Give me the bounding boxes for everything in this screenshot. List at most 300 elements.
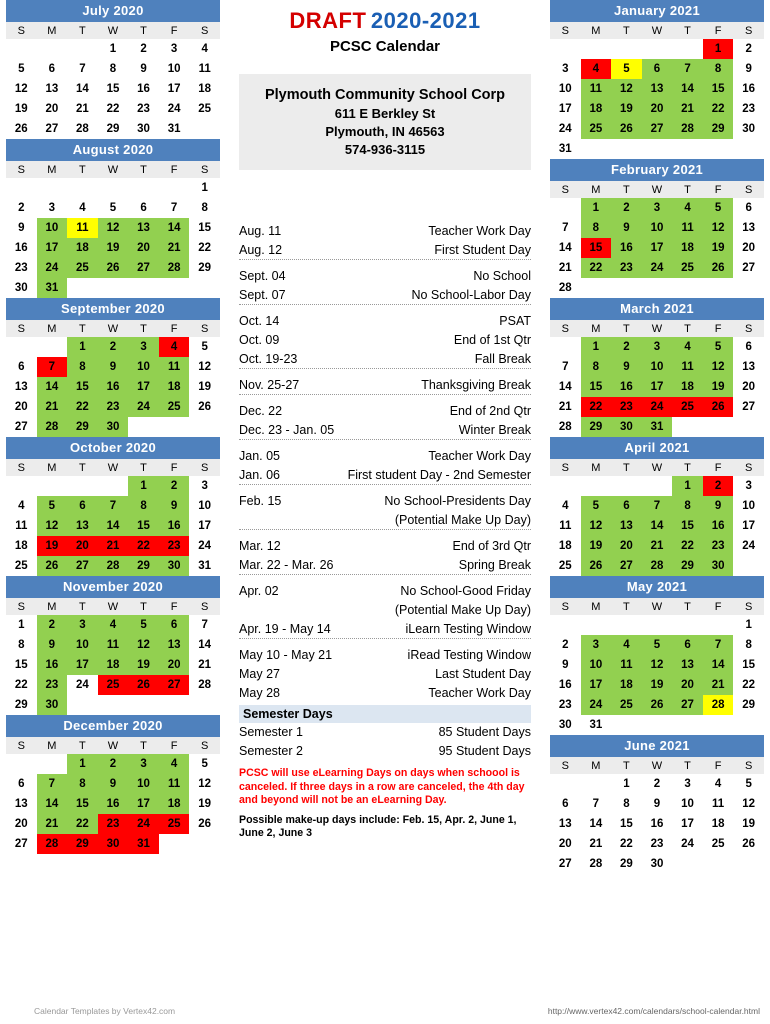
day-cell[interactable]: 10 (198, 500, 212, 512)
day-cell[interactable]: 29 (106, 123, 120, 135)
day-cell[interactable]: 12 (703, 357, 734, 377)
day-cell[interactable]: 27 (672, 695, 703, 715)
day-cell[interactable]: 28 (703, 695, 734, 715)
day-cell[interactable]: 12 (98, 218, 129, 238)
day-cell[interactable]: 15 (14, 659, 28, 671)
day-cell[interactable]: 16 (742, 83, 756, 95)
day-cell[interactable]: 27 (67, 556, 98, 576)
day-cell[interactable]: 14 (558, 242, 572, 254)
day-cell[interactable]: 26 (128, 675, 159, 695)
day-cell[interactable]: 24 (37, 258, 68, 278)
day-cell[interactable]: 14 (672, 79, 703, 99)
day-cell[interactable]: 30 (703, 556, 734, 576)
day-cell[interactable]: 25 (558, 560, 572, 572)
day-cell[interactable]: 21 (76, 103, 89, 115)
day-cell[interactable]: 15 (672, 516, 703, 536)
day-cell[interactable]: 14 (642, 516, 673, 536)
day-cell[interactable]: 10 (67, 635, 98, 655)
day-cell[interactable]: 23 (37, 675, 68, 695)
day-cell[interactable]: 12 (611, 79, 642, 99)
day-cell[interactable]: 29 (703, 119, 734, 139)
day-cell[interactable]: 22 (581, 258, 612, 278)
day-cell[interactable]: 23 (14, 262, 28, 274)
day-cell[interactable]: 5 (128, 615, 159, 635)
day-cell[interactable]: 14 (159, 218, 190, 238)
day-cell[interactable]: 18 (159, 377, 190, 397)
day-cell[interactable]: 1 (703, 39, 734, 59)
day-cell[interactable]: 9 (653, 798, 661, 810)
day-cell[interactable]: 17 (128, 794, 159, 814)
day-cell[interactable]: 26 (98, 258, 129, 278)
day-cell[interactable]: 13 (14, 381, 28, 393)
day-cell[interactable]: 14 (703, 655, 734, 675)
day-cell[interactable]: 21 (703, 675, 734, 695)
day-cell[interactable]: 17 (167, 83, 181, 95)
day-cell[interactable]: 2 (611, 337, 642, 357)
day-cell[interactable]: 22 (14, 679, 28, 691)
day-cell[interactable]: 7 (79, 63, 86, 75)
day-cell[interactable]: 12 (14, 83, 28, 95)
day-cell[interactable]: 8 (67, 357, 98, 377)
day-cell[interactable]: 1 (581, 337, 612, 357)
day-cell[interactable]: 1 (18, 619, 25, 631)
day-cell[interactable]: 19 (14, 103, 28, 115)
day-cell[interactable]: 11 (559, 520, 572, 532)
day-cell[interactable]: 6 (611, 496, 642, 516)
day-cell[interactable]: 30 (611, 417, 642, 437)
day-cell[interactable]: 6 (745, 341, 752, 353)
day-cell[interactable]: 16 (159, 516, 190, 536)
day-cell[interactable]: 6 (745, 202, 752, 214)
day-cell[interactable]: 29 (742, 699, 756, 711)
day-cell[interactable]: 7 (642, 496, 673, 516)
day-cell[interactable]: 15 (128, 516, 159, 536)
day-cell[interactable]: 12 (37, 516, 68, 536)
day-cell[interactable]: 14 (98, 516, 129, 536)
day-cell[interactable]: 10 (128, 774, 159, 794)
day-cell[interactable]: 16 (558, 679, 572, 691)
day-cell[interactable]: 16 (611, 377, 642, 397)
day-cell[interactable]: 6 (18, 778, 25, 790)
day-cell[interactable]: 23 (611, 397, 642, 417)
day-cell[interactable]: 23 (650, 838, 664, 850)
day-cell[interactable]: 30 (159, 556, 190, 576)
day-cell[interactable]: 20 (611, 536, 642, 556)
day-cell[interactable]: 27 (611, 556, 642, 576)
day-cell[interactable]: 27 (742, 401, 756, 413)
day-cell[interactable]: 14 (589, 818, 603, 830)
day-cell[interactable]: 19 (703, 377, 734, 397)
day-cell[interactable]: 6 (159, 615, 190, 635)
day-cell[interactable]: 8 (128, 496, 159, 516)
day-cell[interactable]: 15 (703, 79, 734, 99)
day-cell[interactable]: 25 (611, 695, 642, 715)
day-cell[interactable]: 12 (642, 655, 673, 675)
day-cell[interactable]: 11 (159, 357, 190, 377)
day-cell[interactable]: 16 (37, 655, 68, 675)
day-cell[interactable]: 3 (67, 615, 98, 635)
day-cell[interactable]: 17 (742, 520, 756, 532)
day-cell[interactable]: 8 (109, 63, 117, 75)
day-cell[interactable]: 25 (159, 397, 190, 417)
day-cell[interactable]: 21 (589, 838, 603, 850)
day-cell[interactable]: 26 (198, 818, 212, 830)
day-cell[interactable]: 26 (703, 258, 734, 278)
day-cell[interactable]: 19 (581, 536, 612, 556)
day-cell[interactable]: 8 (745, 639, 752, 651)
day-cell[interactable]: 4 (672, 337, 703, 357)
day-cell[interactable]: 1 (672, 476, 703, 496)
day-cell[interactable]: 15 (620, 818, 633, 830)
day-cell[interactable]: 15 (67, 377, 98, 397)
day-cell[interactable]: 15 (581, 238, 612, 258)
day-cell[interactable]: 11 (98, 635, 129, 655)
day-cell[interactable]: 5 (611, 59, 642, 79)
day-cell[interactable]: 25 (14, 560, 28, 572)
day-cell[interactable]: 26 (703, 397, 734, 417)
day-cell[interactable]: 28 (589, 858, 603, 870)
day-cell[interactable]: 19 (198, 381, 212, 393)
day-cell[interactable]: 16 (650, 818, 664, 830)
day-cell[interactable]: 7 (98, 496, 129, 516)
day-cell[interactable]: 27 (159, 675, 190, 695)
day-cell[interactable]: 30 (650, 858, 664, 870)
day-cell[interactable]: 4 (18, 500, 25, 512)
day-cell[interactable]: 23 (742, 103, 756, 115)
day-cell[interactable]: 25 (67, 258, 98, 278)
day-cell[interactable]: 3 (128, 754, 159, 774)
day-cell[interactable]: 6 (48, 63, 56, 75)
day-cell[interactable]: 17 (128, 377, 159, 397)
day-cell[interactable]: 29 (14, 699, 28, 711)
day-cell[interactable]: 18 (558, 540, 572, 552)
day-cell[interactable]: 27 (558, 858, 572, 870)
day-cell[interactable]: 8 (703, 59, 734, 79)
day-cell[interactable]: 7 (562, 361, 569, 373)
day-cell[interactable]: 6 (18, 361, 25, 373)
day-cell[interactable]: 11 (672, 218, 703, 238)
day-cell[interactable]: 20 (558, 838, 572, 850)
day-cell[interactable]: 23 (611, 258, 642, 278)
day-cell[interactable]: 21 (642, 536, 673, 556)
day-cell[interactable]: 29 (672, 556, 703, 576)
day-cell[interactable]: 26 (642, 695, 673, 715)
day-cell[interactable]: 24 (128, 814, 159, 834)
day-cell[interactable]: 9 (140, 63, 147, 75)
day-cell[interactable]: 2 (562, 639, 569, 651)
day-cell[interactable]: 23 (98, 397, 129, 417)
day-cell[interactable]: 8 (67, 774, 98, 794)
day-cell[interactable]: 18 (14, 540, 28, 552)
day-cell[interactable]: 4 (714, 778, 722, 790)
day-cell[interactable]: 1 (745, 619, 752, 631)
day-cell[interactable]: 29 (581, 417, 612, 437)
day-cell[interactable]: 12 (198, 778, 212, 790)
day-cell[interactable]: 15 (67, 794, 98, 814)
day-cell[interactable]: 19 (611, 99, 642, 119)
day-cell[interactable]: 4 (562, 500, 569, 512)
day-cell[interactable]: 13 (742, 222, 756, 234)
day-cell[interactable]: 25 (581, 119, 612, 139)
day-cell[interactable]: 11 (672, 357, 703, 377)
day-cell[interactable]: 5 (703, 198, 734, 218)
day-cell[interactable]: 13 (128, 218, 159, 238)
day-cell[interactable]: 20 (128, 238, 159, 258)
day-cell[interactable]: 5 (201, 341, 208, 353)
day-cell[interactable]: 15 (198, 222, 212, 234)
day-cell[interactable]: 3 (128, 337, 159, 357)
day-cell[interactable]: 11 (198, 63, 211, 75)
day-cell[interactable]: 8 (672, 496, 703, 516)
day-cell[interactable]: 20 (45, 103, 59, 115)
day-cell[interactable]: 10 (558, 83, 572, 95)
day-cell[interactable]: 5 (703, 337, 734, 357)
day-cell[interactable]: 27 (14, 838, 28, 850)
day-cell[interactable]: 19 (703, 238, 734, 258)
day-cell[interactable]: 18 (198, 83, 212, 95)
day-cell[interactable]: 25 (98, 675, 129, 695)
day-cell[interactable]: 21 (98, 536, 129, 556)
day-cell[interactable]: 3 (562, 63, 569, 75)
day-cell[interactable]: 24 (581, 695, 612, 715)
day-cell[interactable]: 28 (159, 258, 190, 278)
day-cell[interactable]: 24 (642, 258, 673, 278)
day-cell[interactable]: 16 (98, 377, 129, 397)
day-cell[interactable]: 8 (201, 202, 208, 214)
day-cell[interactable]: 7 (592, 798, 600, 810)
day-cell[interactable]: 27 (128, 258, 159, 278)
day-cell[interactable]: 9 (745, 63, 752, 75)
day-cell[interactable]: 20 (67, 536, 98, 556)
day-cell[interactable]: 28 (672, 119, 703, 139)
day-cell[interactable]: 24 (198, 540, 212, 552)
day-cell[interactable]: 29 (128, 556, 159, 576)
day-cell[interactable]: 17 (642, 377, 673, 397)
day-cell[interactable]: 6 (140, 202, 147, 214)
day-cell[interactable]: 16 (98, 794, 129, 814)
day-cell[interactable]: 18 (672, 238, 703, 258)
day-cell[interactable]: 3 (684, 778, 691, 790)
day-cell[interactable]: 9 (703, 496, 734, 516)
day-cell[interactable]: 2 (98, 337, 129, 357)
day-cell[interactable]: 26 (198, 401, 212, 413)
day-cell[interactable]: 10 (37, 218, 68, 238)
day-cell[interactable]: 10 (642, 357, 673, 377)
day-cell[interactable]: 13 (14, 798, 28, 810)
day-cell[interactable]: 1 (201, 182, 208, 194)
day-cell[interactable]: 22 (742, 679, 756, 691)
day-cell[interactable]: 19 (98, 238, 129, 258)
day-cell[interactable]: 17 (67, 655, 98, 675)
day-cell[interactable]: 20 (742, 381, 756, 393)
day-cell[interactable]: 25 (198, 103, 212, 115)
day-cell[interactable]: 15 (742, 659, 756, 671)
day-cell[interactable]: 4 (79, 202, 86, 214)
day-cell[interactable]: 20 (14, 401, 28, 413)
day-cell[interactable]: 13 (159, 635, 190, 655)
day-cell[interactable]: 31 (198, 560, 212, 572)
day-cell[interactable]: 21 (37, 814, 68, 834)
day-cell[interactable]: 20 (159, 655, 190, 675)
day-cell[interactable]: 17 (198, 520, 212, 532)
day-cell[interactable]: 28 (642, 556, 673, 576)
day-cell[interactable]: 2 (18, 202, 25, 214)
day-cell[interactable]: 18 (711, 818, 725, 830)
day-cell[interactable]: 2 (653, 778, 661, 790)
day-cell[interactable]: 28 (37, 834, 68, 854)
day-cell[interactable]: 6 (562, 798, 569, 810)
day-cell[interactable]: 22 (581, 397, 612, 417)
day-cell[interactable]: 3 (170, 43, 178, 55)
day-cell[interactable]: 1 (109, 43, 117, 55)
day-cell[interactable]: 2 (98, 754, 129, 774)
day-cell[interactable]: 21 (672, 99, 703, 119)
day-cell[interactable]: 3 (642, 198, 673, 218)
day-cell[interactable]: 18 (67, 238, 98, 258)
day-cell[interactable]: 1 (581, 198, 612, 218)
day-cell[interactable]: 10 (581, 655, 612, 675)
day-cell[interactable]: 2 (37, 615, 68, 635)
day-cell[interactable]: 11 (15, 520, 28, 532)
day-cell[interactable]: 7 (562, 222, 569, 234)
day-cell[interactable]: 23 (558, 699, 572, 711)
day-cell[interactable]: 7 (703, 635, 734, 655)
day-cell[interactable]: 1 (128, 476, 159, 496)
day-cell[interactable]: 1 (67, 754, 98, 774)
day-cell[interactable]: 18 (581, 99, 612, 119)
day-cell[interactable]: 30 (558, 719, 572, 731)
day-cell[interactable]: 22 (672, 536, 703, 556)
day-cell[interactable]: 12 (128, 635, 159, 655)
day-cell[interactable]: 23 (98, 814, 129, 834)
day-cell[interactable]: 30 (98, 417, 129, 437)
day-cell[interactable]: 25 (159, 814, 190, 834)
day-cell[interactable]: 22 (703, 99, 734, 119)
day-cell[interactable]: 26 (581, 556, 612, 576)
day-cell[interactable]: 13 (742, 361, 756, 373)
day-cell[interactable]: 20 (672, 675, 703, 695)
day-cell[interactable]: 26 (742, 838, 756, 850)
day-cell[interactable]: 24 (128, 397, 159, 417)
day-cell[interactable]: 10 (742, 500, 756, 512)
day-cell[interactable]: 30 (98, 834, 129, 854)
day-cell[interactable]: 4 (98, 615, 129, 635)
day-cell[interactable]: 21 (558, 401, 572, 413)
day-cell[interactable]: 3 (201, 480, 208, 492)
day-cell[interactable]: 13 (45, 83, 59, 95)
day-cell[interactable]: 6 (642, 59, 673, 79)
day-cell[interactable]: 14 (76, 83, 89, 95)
day-cell[interactable]: 5 (745, 778, 752, 790)
day-cell[interactable]: 25 (711, 838, 725, 850)
day-cell[interactable]: 6 (672, 635, 703, 655)
day-cell[interactable]: 7 (37, 774, 68, 794)
day-cell[interactable]: 16 (611, 238, 642, 258)
day-cell[interactable]: 15 (581, 377, 612, 397)
day-cell[interactable]: 29 (620, 858, 633, 870)
day-cell[interactable]: 17 (558, 103, 572, 115)
day-cell[interactable]: 24 (742, 540, 756, 552)
day-cell[interactable]: 13 (558, 818, 572, 830)
day-cell[interactable]: 5 (37, 496, 68, 516)
day-cell[interactable]: 24 (167, 103, 181, 115)
day-cell[interactable]: 18 (98, 655, 129, 675)
day-cell[interactable]: 22 (67, 814, 98, 834)
day-cell[interactable]: 16 (703, 516, 734, 536)
day-cell[interactable]: 13 (67, 516, 98, 536)
day-cell[interactable]: 31 (167, 123, 181, 135)
day-cell[interactable]: 18 (611, 675, 642, 695)
day-cell[interactable]: 30 (137, 123, 150, 135)
day-cell[interactable]: 4 (611, 635, 642, 655)
day-cell[interactable]: 3 (48, 202, 56, 214)
day-cell[interactable]: 3 (745, 480, 752, 492)
day-cell[interactable]: 16 (137, 83, 150, 95)
day-cell[interactable]: 21 (37, 397, 68, 417)
day-cell[interactable]: 8 (581, 357, 612, 377)
day-cell[interactable]: 17 (581, 675, 612, 695)
day-cell[interactable]: 28 (558, 282, 572, 294)
day-cell[interactable]: 23 (703, 536, 734, 556)
day-cell[interactable]: 5 (581, 496, 612, 516)
day-cell[interactable]: 10 (681, 798, 694, 810)
day-cell[interactable]: 7 (201, 619, 208, 631)
day-cell[interactable]: 9 (562, 659, 569, 671)
day-cell[interactable]: 5 (201, 758, 208, 770)
day-cell[interactable]: 8 (581, 218, 612, 238)
day-cell[interactable]: 19 (37, 536, 68, 556)
day-cell[interactable]: 27 (14, 421, 28, 433)
day-cell[interactable]: 19 (642, 675, 673, 695)
day-cell[interactable]: 1 (67, 337, 98, 357)
day-cell[interactable]: 13 (642, 79, 673, 99)
day-cell[interactable]: 29 (67, 834, 98, 854)
day-cell[interactable]: 24 (681, 838, 694, 850)
day-cell[interactable]: 21 (558, 262, 572, 274)
day-cell[interactable]: 5 (18, 63, 25, 75)
day-cell[interactable]: 7 (170, 202, 178, 214)
day-cell[interactable]: 15 (106, 83, 120, 95)
day-cell[interactable]: 11 (712, 798, 725, 810)
day-cell[interactable]: 30 (37, 695, 68, 715)
day-cell[interactable]: 27 (642, 119, 673, 139)
day-cell[interactable]: 27 (742, 262, 756, 274)
day-cell[interactable]: 4 (201, 43, 208, 55)
day-cell[interactable]: 5 (642, 635, 673, 655)
day-cell[interactable]: 11 (611, 655, 642, 675)
day-cell[interactable]: 9 (159, 496, 190, 516)
day-cell[interactable]: 24 (558, 123, 572, 135)
day-cell[interactable]: 18 (672, 377, 703, 397)
day-cell[interactable]: 3 (642, 337, 673, 357)
day-cell[interactable]: 16 (14, 242, 28, 254)
day-cell[interactable]: 25 (672, 258, 703, 278)
day-cell[interactable]: 4 (159, 754, 190, 774)
day-cell[interactable]: 28 (198, 679, 212, 691)
day-cell[interactable]: 1 (623, 778, 630, 790)
day-cell[interactable]: 17 (681, 818, 694, 830)
day-cell[interactable]: 7 (37, 357, 68, 377)
day-cell[interactable]: 31 (37, 278, 68, 298)
day-cell[interactable]: 22 (620, 838, 633, 850)
day-cell[interactable]: 26 (14, 123, 28, 135)
day-cell[interactable]: 2 (140, 43, 147, 55)
day-cell[interactable]: 3 (581, 635, 612, 655)
day-cell[interactable]: 24 (642, 397, 673, 417)
day-cell[interactable]: 14 (37, 794, 68, 814)
day-cell[interactable]: 4 (672, 198, 703, 218)
day-cell[interactable]: 2 (159, 476, 190, 496)
